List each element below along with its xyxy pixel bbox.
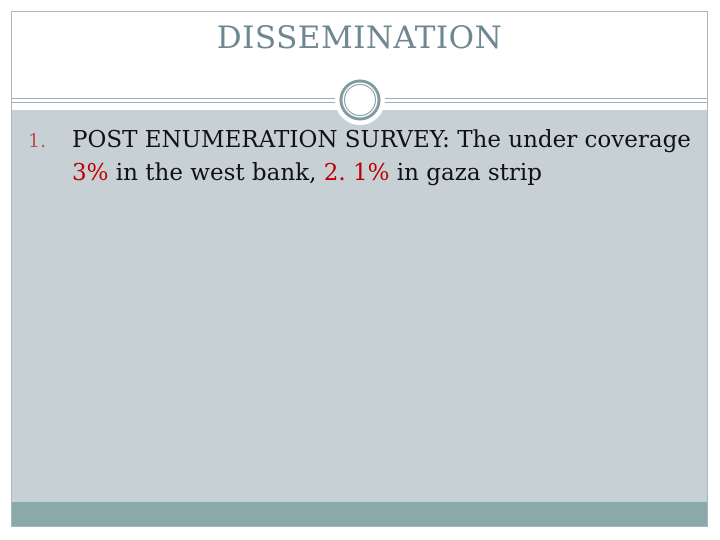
list-item-text-after: in gaza strip [389, 160, 542, 186]
list-item-text-middle: in the west bank, [108, 160, 324, 186]
west-bank-percentage: 3% [72, 160, 109, 186]
footer-bar [12, 502, 707, 526]
list-item-text-before: POST ENUMERATION SURVEY: The under coverage [72, 127, 691, 153]
list-item [28, 124, 698, 190]
gaza-percentage: 2. 1% [323, 160, 390, 186]
bullet-list [28, 124, 698, 190]
slide-title: DISSEMINATION [216, 20, 503, 56]
circle-ornament-icon [333, 73, 387, 127]
list-item-number: 1. [28, 130, 47, 152]
